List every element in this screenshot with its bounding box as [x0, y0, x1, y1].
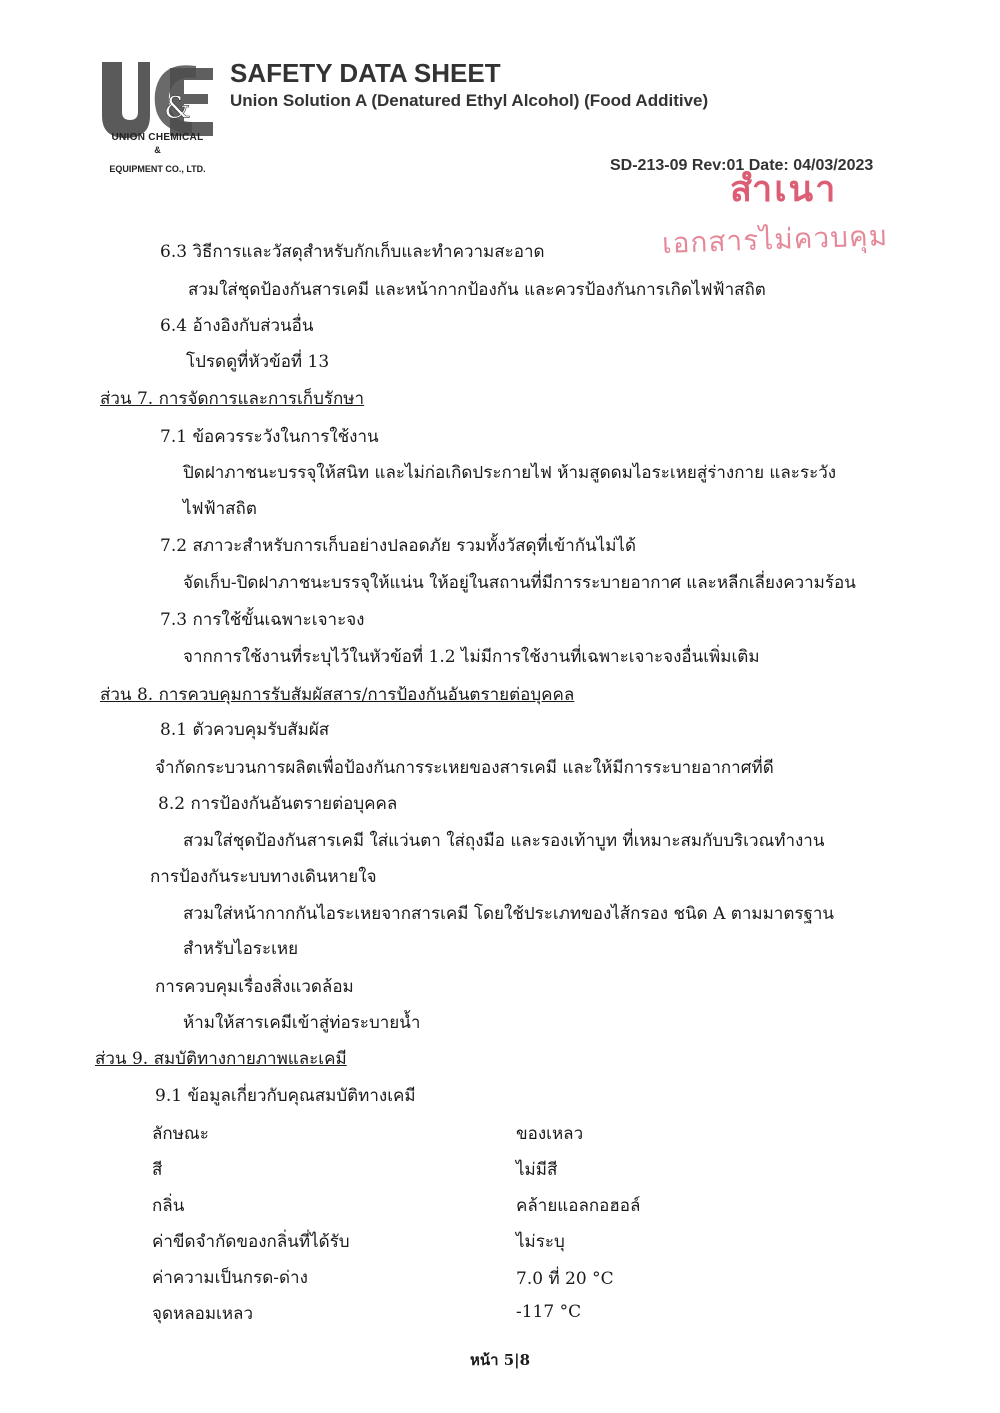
respiratory-protection-text: สวมใส่หน้ากากกันไอระเหยจากสารเคมี โดยใช้ประเภทของไส้กรอง ชนิด A ตามมาตรฐาน: [183, 904, 835, 924]
property-value-appearance: ของเหลว: [516, 1124, 584, 1144]
environmental-control-text: ห้ามให้สารเคมีเข้าสู่ท่อระบายน้ำ: [183, 1013, 421, 1033]
property-label-odor: กลิ่น: [152, 1196, 185, 1216]
property-label-appearance: ลักษณะ: [152, 1124, 209, 1144]
section-8-2-heading: 8.2 การป้องกันอันตรายต่อบุคคล: [158, 794, 398, 814]
section-7-3-text: จากการใช้งานที่ระบุไว้ในหัวข้อที่ 1.2 ไม่มีการใช้งานที่เฉพาะเจาะจงอื่นเพิ่มเติม: [183, 647, 760, 667]
logo-line-3: EQUIPMENT CO., LTD.: [109, 164, 206, 174]
uncontrolled-document-stamp: เอกสารไม่ควบคุม: [661, 219, 889, 260]
logo-line-2: &: [154, 145, 161, 155]
svg-text:&: &: [164, 91, 191, 126]
uce-logo-mark: [100, 60, 215, 140]
section-6-4-text: โปรดดูที่หัวข้อที่ 13: [186, 352, 330, 372]
property-value-melting-point: -117 °C: [516, 1302, 582, 1322]
logo-line-1: UNION CHEMICAL: [111, 132, 204, 143]
section-7-1-text: ปิดฝาภาชนะบรรจุให้สนิท และไม่ก่อเกิดประกายไฟ ห้ามสูดดมไอระเหยสู่ร่างกาย และระวัง: [183, 463, 837, 483]
property-label-odor-threshold: ค่าขีดจำกัดของกลิ่นที่ได้รับ: [152, 1232, 350, 1252]
respiratory-protection-heading: การป้องกันระบบทางเดินหายใจ: [150, 867, 377, 887]
section-8-1-text: จำกัดกระบวนการผลิตเพื่อป้องกันการระเหยของสารเคมี และให้มีการระบายอากาศที่ดี: [155, 758, 774, 778]
section-6-3-heading: 6.3 วิธีการและวัสดุสำหรับกักเก็บและทำความสะอาด: [160, 242, 545, 262]
section-8-2-text: สวมใส่ชุดป้องกันสารเคมี ใส่แว่นตา ใส่ถุงมือ และรองเท้าบูท ที่เหมาะสมกับบริเวณทำงาน: [183, 831, 825, 851]
section-6-3-text: สวมใส่ชุดป้องกันสารเคมี และหน้ากากป้องกัน และควรป้องกันการเกิดไฟฟ้าสถิต: [188, 280, 766, 300]
product-name: Union Solution A (Denatured Ethyl Alcohol) (Food Additive): [230, 91, 709, 110]
property-label-ph: ค่าความเป็นกรด-ด่าง: [152, 1268, 308, 1288]
section-9-heading: ส่วน 9. สมบัติทางกายภาพและเคมี: [95, 1049, 347, 1069]
property-value-odor-threshold: ไม่ระบุ: [516, 1232, 565, 1252]
section-7-1-text-cont: ไฟฟ้าสถิต: [183, 499, 257, 519]
document-reference: SD-213-09 Rev:01 Date: 04/03/2023: [610, 157, 874, 174]
section-7-2-heading: 7.2 สภาวะสำหรับการเก็บอย่างปลอดภัย รวมทั้งวัสดุที่เข้ากันไม่ได้: [160, 536, 636, 556]
copy-stamp: สำเนา: [730, 169, 838, 210]
document-title: SAFETY DATA SHEET: [230, 58, 501, 88]
page-number: หน้า 5|8: [469, 1351, 531, 1369]
property-value-color: ไม่มีสี: [516, 1160, 558, 1180]
property-label-color: สี: [152, 1160, 163, 1180]
section-7-heading: ส่วน 7. การจัดการและการเก็บรักษา: [100, 389, 365, 409]
section-6-4-heading: 6.4 อ้างอิงกับส่วนอื่น: [160, 316, 314, 336]
section-9-1-heading: 9.1 ข้อมูลเกี่ยวกับคุณสมบัติทางเคมี: [155, 1086, 416, 1106]
respiratory-protection-text-cont: สำหรับไอระเหย: [183, 939, 299, 959]
company-logo: [100, 60, 215, 182]
section-7-1-heading: 7.1 ข้อควรระวังในการใช้งาน: [160, 427, 379, 447]
property-value-ph: 7.0 ที่ 20 °C: [516, 1269, 614, 1289]
section-8-1-heading: 8.1 ตัวควบคุมรับสัมผัส: [160, 720, 330, 740]
section-7-2-text: จัดเก็บ-ปิดฝาภาชนะบรรจุให้แน่น ให้อยู่ในสถานที่มีการระบายอากาศ และหลีกเลี่ยงความร้อน: [183, 573, 856, 593]
property-label-melting-point: จุดหลอมเหลว: [152, 1304, 254, 1324]
environmental-control-heading: การควบคุมเรื่องสิ่งแวดล้อม: [155, 977, 354, 997]
section-7-3-heading: 7.3 การใช้ขั้นเฉพาะเจาะจง: [160, 610, 365, 630]
section-8-heading: ส่วน 8. การควบคุมการรับสัมผัสสาร/การป้องกันอันตรายต่อบุคคล: [100, 685, 575, 705]
property-value-odor: คล้ายแอลกอฮอล์: [516, 1196, 641, 1216]
